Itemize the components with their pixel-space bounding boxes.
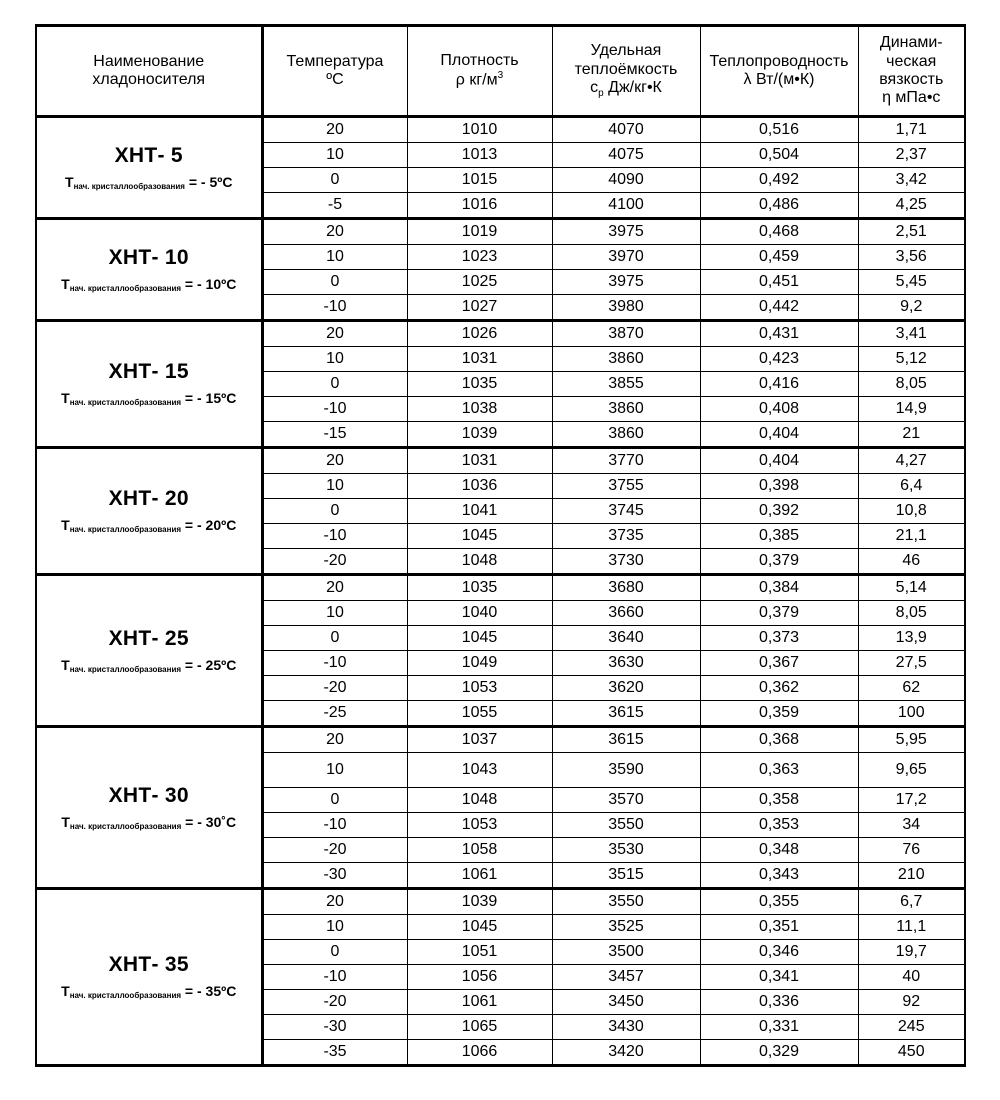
coolant-name: ХНТ- 15 xyxy=(108,360,189,384)
coolant-properties-table xyxy=(35,24,966,1067)
density-cell: 1026 xyxy=(407,321,552,347)
density-cell: 1019 xyxy=(407,219,552,245)
density-cell: 1013 xyxy=(407,143,552,168)
viscosity-cell: 4,25 xyxy=(858,193,965,219)
heat-capacity-cell: 4090 xyxy=(552,168,700,193)
header-thermal-conductivity: Теплопроводность λ Вт/(м•К) xyxy=(700,26,858,117)
conductivity-cell: 0,348 xyxy=(700,838,858,863)
conductivity-cell: 0,408 xyxy=(700,397,858,422)
density-cell: 1045 xyxy=(407,626,552,651)
heat-capacity-cell: 4075 xyxy=(552,143,700,168)
crystallization-temperature: $Т_{нач. кристаллообразования}$ = - 30˚C xyxy=(61,813,237,831)
heat-capacity-cell: 3525 xyxy=(552,915,700,940)
crystallization-temperature: $Т_{нач. кристаллообразования}$ = - 15ºC xyxy=(61,390,237,408)
coolant-name-cell xyxy=(36,321,262,448)
conductivity-cell: 0,442 xyxy=(700,295,858,321)
conductivity-cell: 0,359 xyxy=(700,701,858,727)
viscosity-cell: 5,12 xyxy=(858,347,965,372)
temperature-cell: -10 xyxy=(262,295,407,321)
temperature-cell: -10 xyxy=(262,397,407,422)
density-cell: 1056 xyxy=(407,965,552,990)
conductivity-cell: 0,346 xyxy=(700,940,858,965)
temperature-cell: 10 xyxy=(262,245,407,270)
heat-capacity-cell: 3550 xyxy=(552,889,700,915)
crystallization-temperature: $Т_{нач. кристаллообразования}$ = - 20ºC xyxy=(61,517,237,535)
conductivity-cell: 0,398 xyxy=(700,474,858,499)
heat-capacity-cell: 3590 xyxy=(552,753,700,788)
heat-capacity-cell: 3855 xyxy=(552,372,700,397)
heat-capacity-cell: 3980 xyxy=(552,295,700,321)
temperature-cell: 10 xyxy=(262,474,407,499)
heat-capacity-cell: 3755 xyxy=(552,474,700,499)
temperature-cell: 0 xyxy=(262,499,407,524)
heat-capacity-cell: 3680 xyxy=(552,575,700,601)
heat-capacity-cell: 3420 xyxy=(552,1040,700,1066)
viscosity-cell: 9,2 xyxy=(858,295,965,321)
viscosity-cell: 27,5 xyxy=(858,651,965,676)
viscosity-cell: 4,27 xyxy=(858,448,965,474)
coolant-name-cell xyxy=(36,575,262,727)
heat-capacity-cell: 3615 xyxy=(552,727,700,753)
temperature-cell: 0 xyxy=(262,626,407,651)
heat-capacity-cell: 3615 xyxy=(552,701,700,727)
viscosity-cell: 5,14 xyxy=(858,575,965,601)
viscosity-cell: 5,45 xyxy=(858,270,965,295)
heat-capacity-cell: 3450 xyxy=(552,990,700,1015)
density-cell: 1053 xyxy=(407,813,552,838)
temperature-cell: 10 xyxy=(262,915,407,940)
heat-capacity-cell: 3770 xyxy=(552,448,700,474)
heat-capacity-cell: 3870 xyxy=(552,321,700,347)
heat-capacity-cell: 3640 xyxy=(552,626,700,651)
density-cell: 1053 xyxy=(407,676,552,701)
crystallization-temperature: $Т_{нач. кристаллообразования}$ = - 10ºC xyxy=(61,275,237,293)
viscosity-cell: 21,1 xyxy=(858,524,965,549)
crystallization-temperature: $Т_{нач. кристаллообразования}$ = - 5ºC xyxy=(65,173,233,191)
temperature-cell: 0 xyxy=(262,270,407,295)
heat-capacity-cell: 4070 xyxy=(552,117,700,143)
density-cell: 1027 xyxy=(407,295,552,321)
temperature-cell: 10 xyxy=(262,347,407,372)
viscosity-cell: 8,05 xyxy=(858,601,965,626)
coolant-name: ХНТ- 5 xyxy=(114,143,183,167)
viscosity-cell: 10,8 xyxy=(858,499,965,524)
density-cell: 1025 xyxy=(407,270,552,295)
header-dynamic-viscosity: Динами- ческая вязкость η мПа•с xyxy=(858,26,965,117)
density-cell: 1035 xyxy=(407,372,552,397)
conductivity-cell: 0,353 xyxy=(700,813,858,838)
density-cell: 1058 xyxy=(407,838,552,863)
conductivity-cell: 0,343 xyxy=(700,863,858,889)
temperature-cell: 10 xyxy=(262,601,407,626)
temperature-cell: -10 xyxy=(262,813,407,838)
conductivity-cell: 0,486 xyxy=(700,193,858,219)
coolant-name-cell xyxy=(36,889,262,1066)
temperature-cell: 0 xyxy=(262,788,407,813)
density-cell: 1040 xyxy=(407,601,552,626)
density-cell: 1038 xyxy=(407,397,552,422)
conductivity-cell: 0,492 xyxy=(700,168,858,193)
heat-capacity-cell: 3975 xyxy=(552,270,700,295)
density-cell: 1039 xyxy=(407,422,552,448)
table-row xyxy=(36,219,965,245)
heat-capacity-cell: 3630 xyxy=(552,651,700,676)
conductivity-cell: 0,384 xyxy=(700,575,858,601)
temperature-cell: -15 xyxy=(262,422,407,448)
conductivity-cell: 0,516 xyxy=(700,117,858,143)
conductivity-cell: 0,379 xyxy=(700,549,858,575)
header-coolant-name: Наименование хладоносителя xyxy=(36,26,262,117)
header-row xyxy=(36,26,965,117)
viscosity-cell: 1,71 xyxy=(858,117,965,143)
viscosity-cell: 450 xyxy=(858,1040,965,1066)
heat-capacity-cell: 3550 xyxy=(552,813,700,838)
temperature-cell: 20 xyxy=(262,321,407,347)
conductivity-cell: 0,355 xyxy=(700,889,858,915)
heat-capacity-cell: 3860 xyxy=(552,397,700,422)
temperature-cell: 10 xyxy=(262,753,407,788)
viscosity-cell: 9,65 xyxy=(858,753,965,788)
heat-capacity-cell: 3970 xyxy=(552,245,700,270)
viscosity-cell: 3,42 xyxy=(858,168,965,193)
heat-capacity-cell: 3730 xyxy=(552,549,700,575)
temperature-cell: -10 xyxy=(262,965,407,990)
viscosity-cell: 40 xyxy=(858,965,965,990)
density-cell: 1037 xyxy=(407,727,552,753)
conductivity-cell: 0,373 xyxy=(700,626,858,651)
viscosity-cell: 8,05 xyxy=(858,372,965,397)
coolant-name: ХНТ- 25 xyxy=(108,626,189,650)
viscosity-cell: 14,9 xyxy=(858,397,965,422)
conductivity-cell: 0,341 xyxy=(700,965,858,990)
conductivity-cell: 0,404 xyxy=(700,448,858,474)
conductivity-cell: 0,504 xyxy=(700,143,858,168)
viscosity-cell: 62 xyxy=(858,676,965,701)
density-cell: 1061 xyxy=(407,990,552,1015)
viscosity-cell: 46 xyxy=(858,549,965,575)
coolant-name-cell xyxy=(36,219,262,321)
table-row xyxy=(36,321,965,347)
viscosity-cell: 17,2 xyxy=(858,788,965,813)
density-cell: 1045 xyxy=(407,524,552,549)
density-cell: 1010 xyxy=(407,117,552,143)
temperature-cell: -20 xyxy=(262,990,407,1015)
temperature-cell: 10 xyxy=(262,143,407,168)
coolant-name-cell xyxy=(36,727,262,889)
heat-capacity-cell: 3860 xyxy=(552,347,700,372)
density-cell: 1031 xyxy=(407,347,552,372)
temperature-cell: -20 xyxy=(262,676,407,701)
conductivity-cell: 0,431 xyxy=(700,321,858,347)
conductivity-cell: 0,423 xyxy=(700,347,858,372)
viscosity-cell: 100 xyxy=(858,701,965,727)
temperature-cell: 20 xyxy=(262,219,407,245)
viscosity-cell: 11,1 xyxy=(858,915,965,940)
viscosity-cell: 76 xyxy=(858,838,965,863)
conductivity-cell: 0,379 xyxy=(700,601,858,626)
viscosity-cell: 6,4 xyxy=(858,474,965,499)
viscosity-cell: 2,51 xyxy=(858,219,965,245)
heat-capacity-cell: 3457 xyxy=(552,965,700,990)
coolant-name: ХНТ- 20 xyxy=(108,487,189,511)
conductivity-cell: 0,459 xyxy=(700,245,858,270)
conductivity-cell: 0,392 xyxy=(700,499,858,524)
temperature-cell: -5 xyxy=(262,193,407,219)
temperature-cell: -10 xyxy=(262,651,407,676)
temperature-cell: 20 xyxy=(262,727,407,753)
viscosity-cell: 13,9 xyxy=(858,626,965,651)
viscosity-cell: 245 xyxy=(858,1015,965,1040)
density-cell: 1048 xyxy=(407,788,552,813)
viscosity-cell: 21 xyxy=(858,422,965,448)
density-cell: 1045 xyxy=(407,915,552,940)
density-cell: 1023 xyxy=(407,245,552,270)
density-cell: 1066 xyxy=(407,1040,552,1066)
table-row xyxy=(36,575,965,601)
heat-capacity-cell: 3530 xyxy=(552,838,700,863)
density-cell: 1036 xyxy=(407,474,552,499)
temperature-cell: 20 xyxy=(262,889,407,915)
viscosity-cell: 2,37 xyxy=(858,143,965,168)
conductivity-cell: 0,385 xyxy=(700,524,858,549)
heat-capacity-cell: 3430 xyxy=(552,1015,700,1040)
table-row xyxy=(36,727,965,753)
density-cell: 1051 xyxy=(407,940,552,965)
coolant-name-cell xyxy=(36,448,262,575)
conductivity-cell: 0,416 xyxy=(700,372,858,397)
temperature-cell: 0 xyxy=(262,940,407,965)
heat-capacity-cell: 3515 xyxy=(552,863,700,889)
density-cell: 1043 xyxy=(407,753,552,788)
density-cell: 1016 xyxy=(407,193,552,219)
table-body xyxy=(36,117,965,1066)
temperature-cell: -20 xyxy=(262,838,407,863)
density-cell: 1015 xyxy=(407,168,552,193)
conductivity-cell: 0,331 xyxy=(700,1015,858,1040)
crystallization-temperature: $Т_{нач. кристаллообразования}$ = - 35ºC xyxy=(61,983,237,1001)
coolant-name: ХНТ- 30 xyxy=(108,783,189,807)
conductivity-cell: 0,358 xyxy=(700,788,858,813)
density-cell: 1061 xyxy=(407,863,552,889)
table-row xyxy=(36,117,965,143)
temperature-cell: 20 xyxy=(262,575,407,601)
temperature-cell: -30 xyxy=(262,863,407,889)
table-row xyxy=(36,448,965,474)
density-cell: 1055 xyxy=(407,701,552,727)
coolant-name: ХНТ- 10 xyxy=(108,245,189,269)
heat-capacity-cell: 3570 xyxy=(552,788,700,813)
heat-capacity-cell: 3735 xyxy=(552,524,700,549)
header-temperature: Температура ºC xyxy=(262,26,407,117)
temperature-cell: -20 xyxy=(262,549,407,575)
density-cell: 1048 xyxy=(407,549,552,575)
viscosity-cell: 3,56 xyxy=(858,245,965,270)
viscosity-cell: 92 xyxy=(858,990,965,1015)
conductivity-cell: 0,363 xyxy=(700,753,858,788)
viscosity-cell: 6,7 xyxy=(858,889,965,915)
heat-capacity-cell: 4100 xyxy=(552,193,700,219)
temperature-cell: -25 xyxy=(262,701,407,727)
conductivity-cell: 0,404 xyxy=(700,422,858,448)
heat-capacity-cell: 3860 xyxy=(552,422,700,448)
viscosity-cell: 210 xyxy=(858,863,965,889)
temperature-cell: -35 xyxy=(262,1040,407,1066)
density-cell: 1049 xyxy=(407,651,552,676)
density-cell: 1031 xyxy=(407,448,552,474)
density-cell: 1065 xyxy=(407,1015,552,1040)
table-row xyxy=(36,889,965,915)
viscosity-cell: 5,95 xyxy=(858,727,965,753)
heat-capacity-cell: 3660 xyxy=(552,601,700,626)
conductivity-cell: 0,367 xyxy=(700,651,858,676)
density-cell: 1035 xyxy=(407,575,552,601)
temperature-cell: -10 xyxy=(262,524,407,549)
header-heat-capacity: Удельная теплоёмкость $c_p$ Дж/кг•К xyxy=(552,26,700,117)
temperature-cell: 20 xyxy=(262,117,407,143)
crystallization-temperature: $Т_{нач. кристаллообразования}$ = - 25ºC xyxy=(61,656,237,674)
heat-capacity-cell: 3500 xyxy=(552,940,700,965)
heat-capacity-cell: 3620 xyxy=(552,676,700,701)
density-cell: 1041 xyxy=(407,499,552,524)
conductivity-cell: 0,468 xyxy=(700,219,858,245)
conductivity-cell: 0,362 xyxy=(700,676,858,701)
viscosity-cell: 34 xyxy=(858,813,965,838)
temperature-cell: 0 xyxy=(262,168,407,193)
conductivity-cell: 0,451 xyxy=(700,270,858,295)
conductivity-cell: 0,368 xyxy=(700,727,858,753)
coolant-name: ХНТ- 35 xyxy=(108,953,189,977)
temperature-cell: 20 xyxy=(262,448,407,474)
temperature-cell: 0 xyxy=(262,372,407,397)
heat-capacity-cell: 3975 xyxy=(552,219,700,245)
density-cell: 1039 xyxy=(407,889,552,915)
heat-capacity-cell: 3745 xyxy=(552,499,700,524)
conductivity-cell: 0,336 xyxy=(700,990,858,1015)
conductivity-cell: 0,351 xyxy=(700,915,858,940)
coolant-name-cell xyxy=(36,117,262,219)
temperature-cell: -30 xyxy=(262,1015,407,1040)
header-density: Плотность ρ $кг/м^3$ xyxy=(407,26,552,117)
viscosity-cell: 19,7 xyxy=(858,940,965,965)
viscosity-cell: 3,41 xyxy=(858,321,965,347)
conductivity-cell: 0,329 xyxy=(700,1040,858,1066)
